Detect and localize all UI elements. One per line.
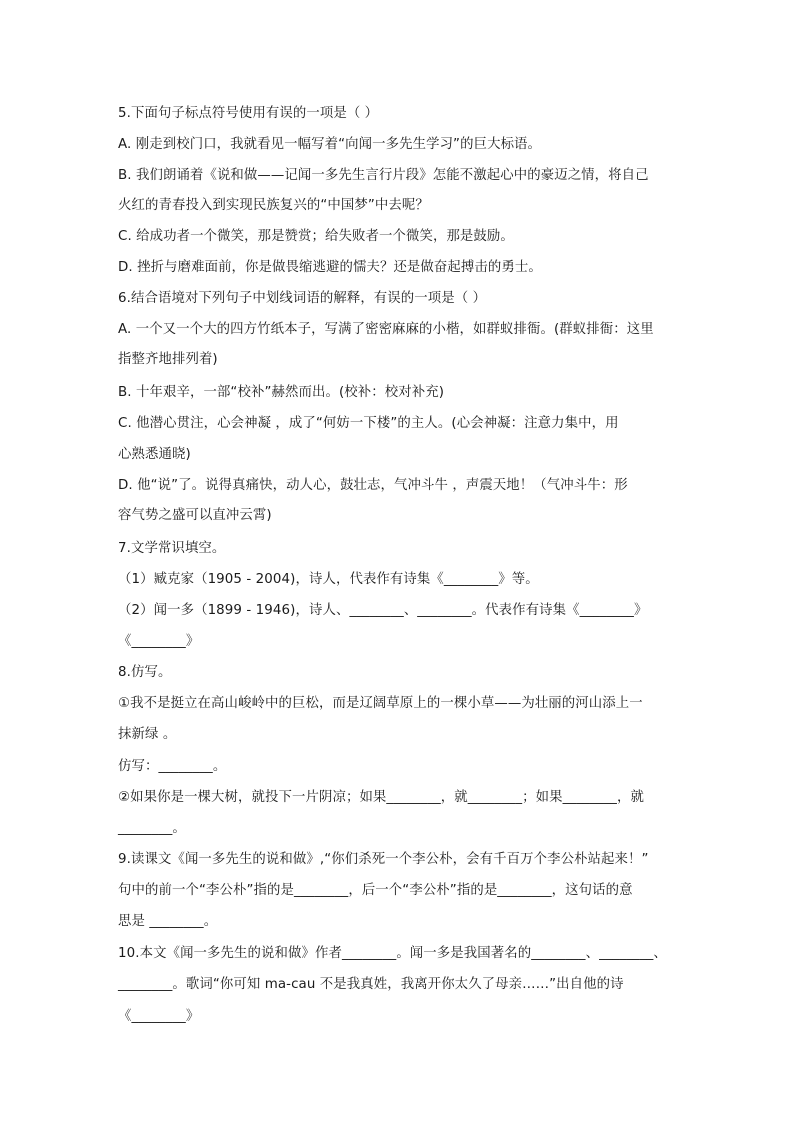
question-8-item-2-cont: ________。 [118, 821, 186, 836]
question-6-option-d-cont: 容气势之盛可以直冲云霄) [118, 508, 272, 523]
question-9-cont-1: 句中的前一个“李公朴”指的是________，后一个“李公朴”指的是________，这句话的意 [118, 883, 633, 898]
question-7-item-1: （1）臧克家（1905 - 2004)，诗人，代表作有诗集《________》等。 [118, 572, 539, 587]
question-9-cont-2: 思是 ________。 [118, 914, 218, 929]
question-5-option-b: B. 我们朗诵着《说和做——记闻一多先生言行片段》怎能不激起心中的豪迈之情，将自己 [118, 168, 649, 183]
question-7-item-2: （2）闻一多（1899 - 1946)，诗人、________、________。代表作有诗集《________》 [118, 603, 648, 618]
question-6-option-c: C. 他潜心贯注，心会神凝 ，成了“何妨一下楼”的主人。(心会神凝：注意力集中，用 [118, 416, 619, 431]
question-10-cont-2: 《________》 [118, 1009, 200, 1024]
question-9-stem: 9.读课文《闻一多先生的说和做》,“你们杀死一个李公朴，会有千百万个李公朴站起来！” [118, 852, 649, 867]
question-8-item-2: ②如果你是一棵大树，就投下一片阴凉；如果________，就________；如果________，就 [118, 790, 644, 805]
question-8-item-1: ①我不是挺立在高山峻岭中的巨松，而是辽阔草原上的一棵小草——为壮丽的河山添上一 [118, 696, 643, 711]
question-10-cont-1: ________。歌词“你可知 ma-cau 不是我真姓，我离开你太久了母亲……”出自他的诗 [118, 977, 624, 992]
question-8-imitation: 仿写：________。 [118, 759, 227, 774]
question-6-option-c-cont: 心熟悉通晓) [118, 447, 191, 462]
question-8-stem: 8.仿写。 [118, 665, 172, 680]
question-5-option-b-cont: 火红的青春投入到实现民族复兴的“中国梦”中去呢？ [118, 198, 429, 213]
question-5-option-a: A. 刚走到校门口，我就看见一幅写着“向闻一多先生学习”的巨大标语。 [118, 137, 542, 152]
question-5-option-c: C. 给成功者一个微笑，那是赞赏；给失败者一个微笑，那是鼓励。 [118, 229, 514, 244]
question-6-option-a-cont: 指整齐地排列着) [118, 352, 218, 367]
question-7-item-2-cont: 《________》 [118, 634, 200, 649]
question-5-stem: 5.下面句子标点符号使用有误的一项是（ ） [118, 106, 379, 121]
question-8-item-1-cont: 抹新绿 。 [118, 727, 177, 742]
question-6-option-b: B. 十年艰辛，一部“校补”赫然而出。(校补：校对补充) [118, 385, 445, 400]
question-6-stem: 6.结合语境对下列句子中划线词语的解释，有误的一项是（ ） [118, 291, 487, 306]
question-6-option-d: D. 他“说”了。说得真痛快，动人心，鼓壮志，气冲斗牛 ，声震天地！（气冲斗牛：形 [118, 478, 628, 493]
question-6-option-a: A. 一个又一个大的四方竹纸本子，写满了密密麻麻的小楷，如群蚁排衙。(群蚁排衙：这里 [118, 322, 654, 337]
question-5-option-d: D. 挫折与磨难面前，你是做畏缩逃避的懦夫？还是做奋起搏击的勇士。 [118, 260, 542, 275]
question-7-stem: 7.文学常识填空。 [118, 541, 226, 556]
question-10-stem: 10.本文《闻一多先生的说和做》作者________。闻一多是我国著名的________、________、 [118, 946, 667, 961]
